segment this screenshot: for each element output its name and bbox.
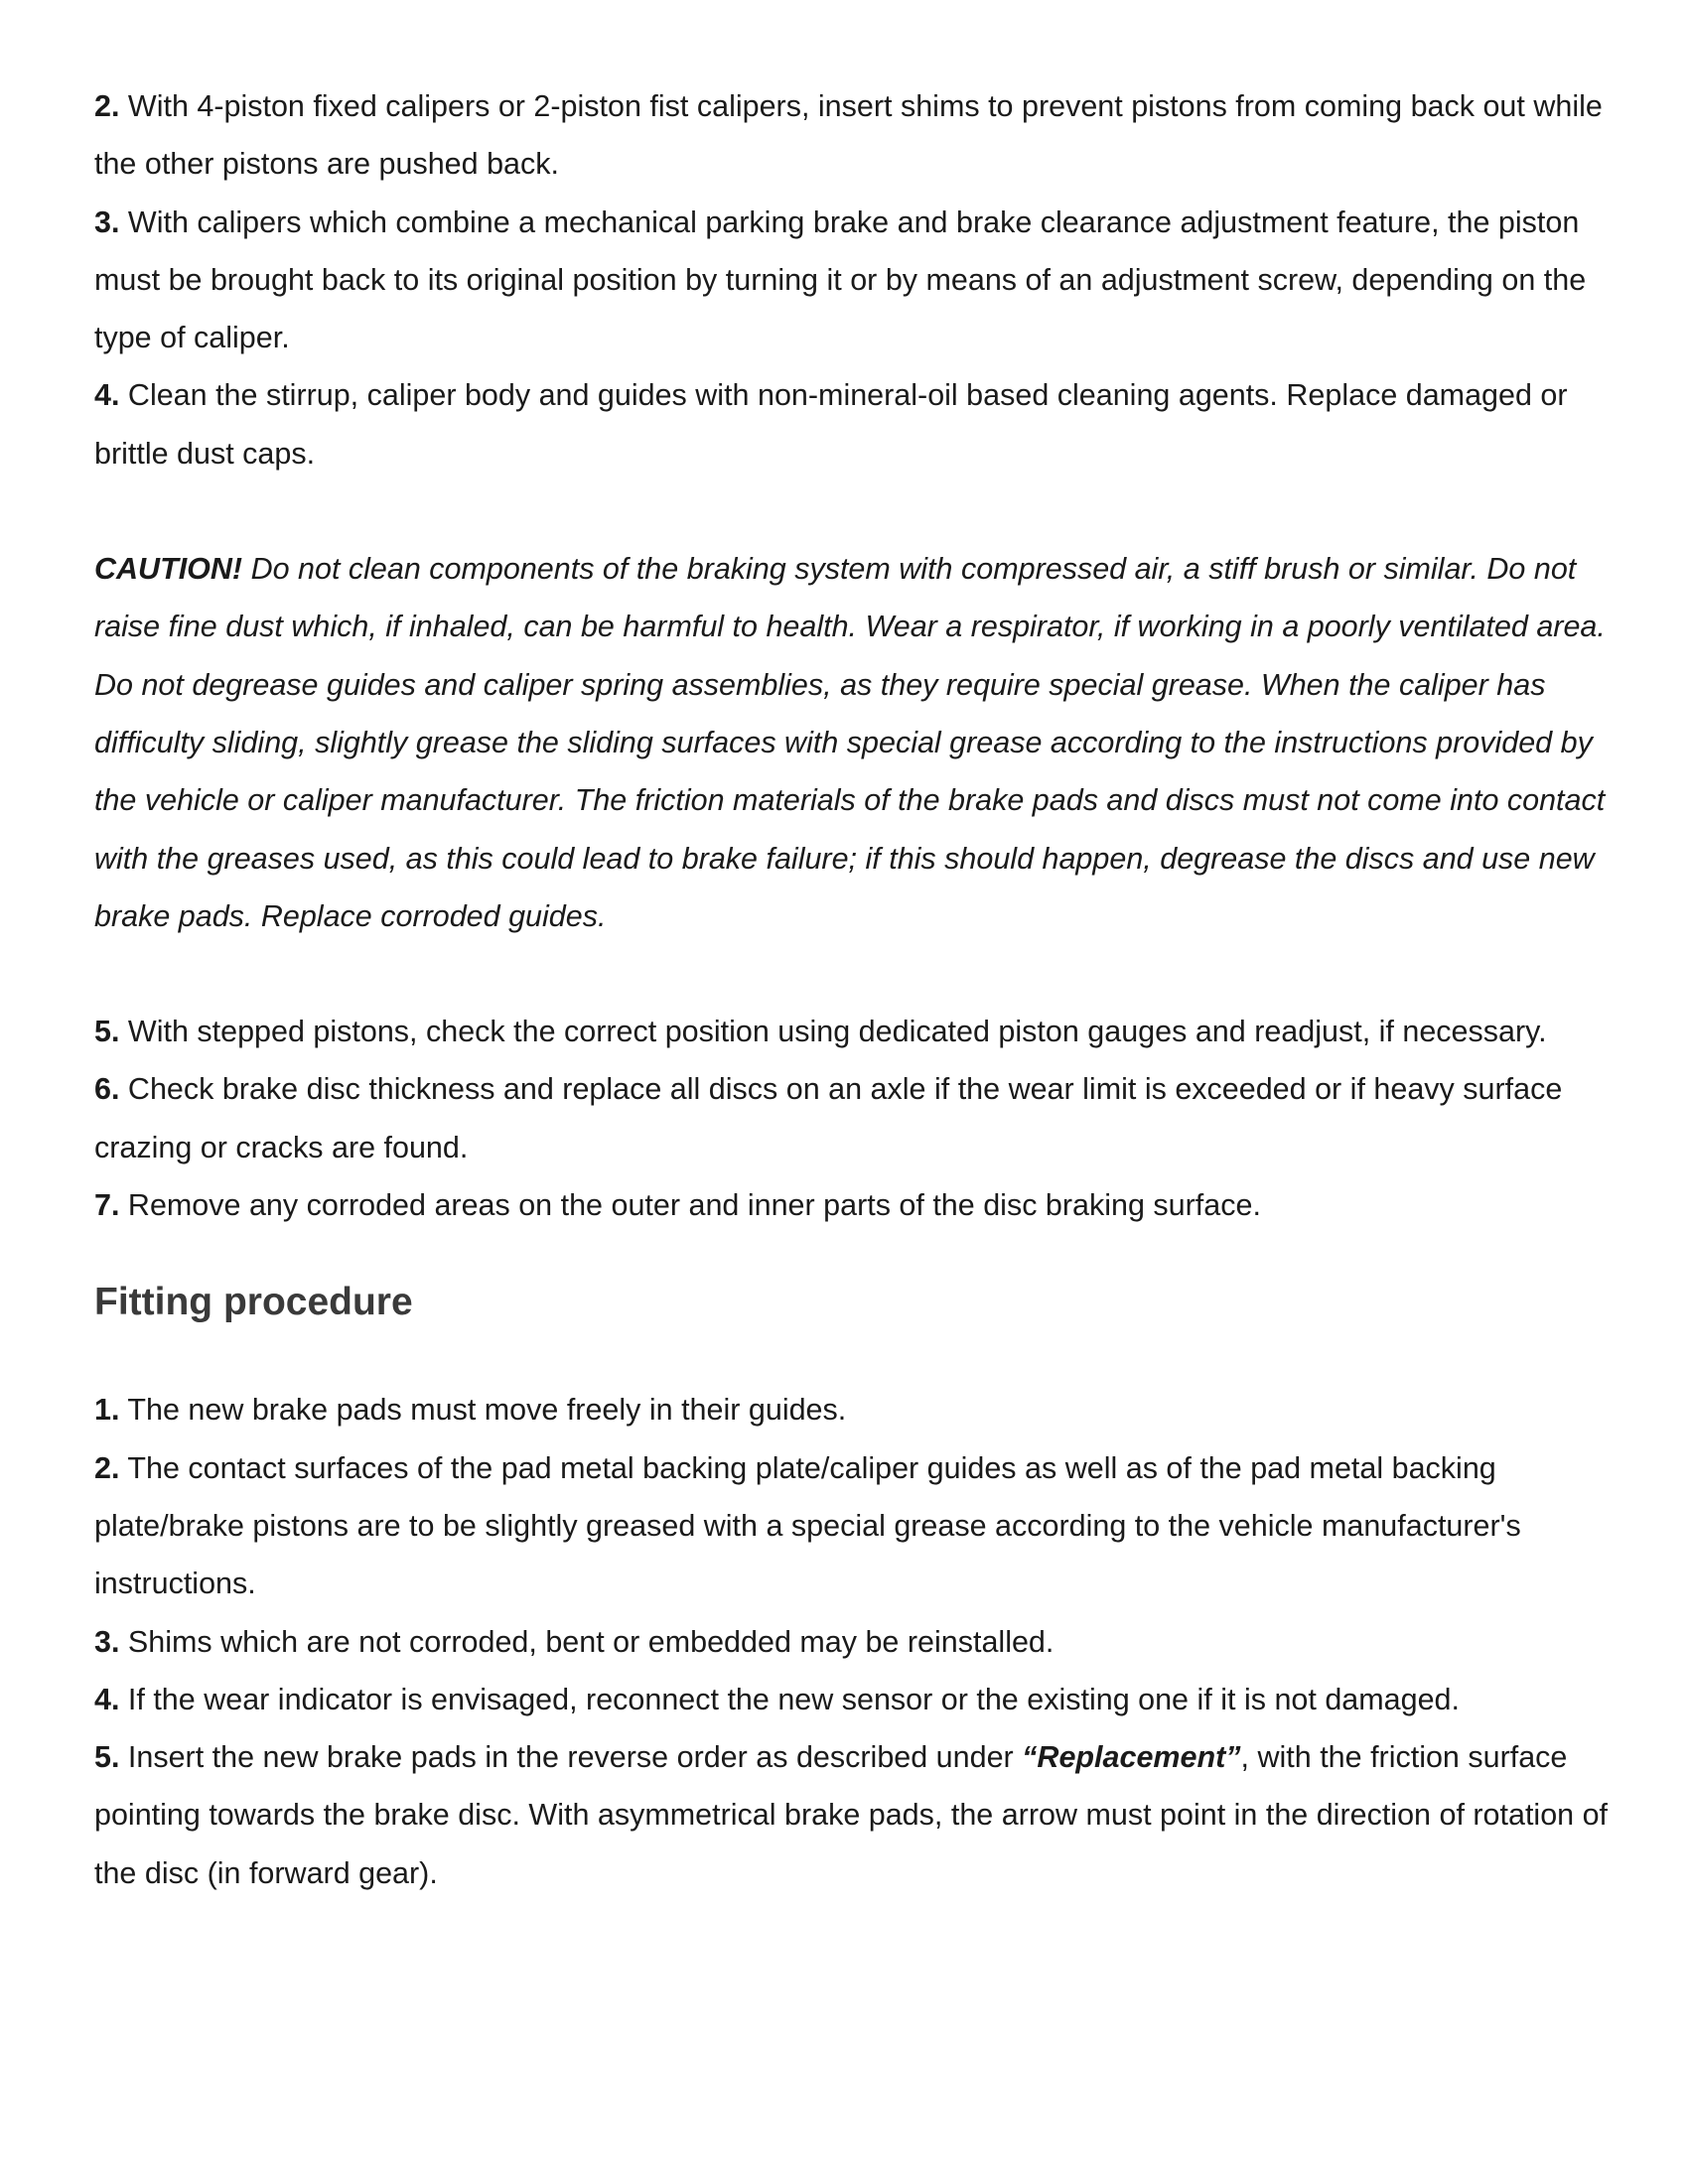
caution-label: CAUTION!: [94, 552, 243, 587]
fitting-step-3: [94, 1613, 1609, 1671]
fitting-step-2: [94, 1439, 1609, 1613]
step-text: With calipers which combine a mechanical parking brake and brake clearance adjustment feature, the piston must be brought back to its original position by turning it or by means of an adjustment screw, depending on the type of caliper.: [94, 205, 1587, 355]
step-text: Insert the new brake pads in the reverse order as described under: [119, 1740, 1023, 1775]
step-6: [94, 1060, 1609, 1176]
step-text: Clean the stirrup, caliper body and guides with non-mineral-oil based cleaning agents. Replace damaged or brittle dust caps.: [94, 378, 1568, 471]
step-number: 3.: [94, 205, 120, 239]
step-number: 3.: [94, 1624, 120, 1659]
fitting-step-4: [94, 1671, 1609, 1728]
step-number: 1.: [94, 1393, 120, 1428]
caution-text: Do not clean components of the braking system with compressed air, a stiff brush or similar. Do not raise fine dust which, if inhaled, can be harmful to health. Wear a respirator, if working in a poorly ventilated area. Do not degrease guides and caliper spring assemblies, as they require special grease. When the caliper has difficulty sliding, slightly grease the sliding surfaces with special grease according to the instructions provided by the vehicle or caliper manufacturer. The friction materials of the brake pads and discs must not come into contact with the greases used, as this could lead to brake failure; if this should happen, degrease the discs and use new brake pads. Replace corroded guides.: [94, 552, 1606, 933]
step-text: Shims which are not corroded, bent or embedded may be reinstalled.: [119, 1624, 1055, 1659]
step-text: Remove any corroded areas on the outer and inner parts of the disc braking surface.: [119, 1188, 1261, 1223]
fitting-step-5: [94, 1728, 1609, 1902]
step-text: Check brake disc thickness and replace all discs on an axle if the wear limit is exceeded or if heavy surface crazing or cracks are found.: [94, 1072, 1563, 1164]
removal-steps-more: [94, 1003, 1609, 1234]
fitting-procedure-heading: Fitting procedure: [94, 1281, 413, 1324]
step-2: [94, 77, 1609, 194]
step-7: [94, 1176, 1609, 1234]
step-number: 6.: [94, 1072, 120, 1107]
step-number: 2.: [94, 1450, 120, 1485]
step-5: [94, 1003, 1609, 1060]
step-3: [94, 194, 1609, 367]
caution-paragraph: [94, 540, 1609, 945]
step-text-continued: , with the friction surface pointing towards the brake disc. With asymmetrical brake pads, the arrow must point in the direction of rotation of the disc (in forward gear).: [94, 1740, 1609, 1890]
step-number: 5.: [94, 1740, 120, 1775]
step-text: If the wear indicator is envisaged, reconnect the new sensor or the existing one if it is not damaged.: [119, 1682, 1460, 1716]
step-text: With stepped pistons, check the correct position using dedicated piston gauges and readjust, if necessary.: [119, 1015, 1547, 1049]
page-content: [94, 77, 1609, 1902]
replacement-reference: “Replacement”: [1022, 1740, 1241, 1775]
step-text: The contact surfaces of the pad metal backing plate/caliper guides as well as of the pad metal backing plate/brake pistons are to be slightly greased with a special grease according to the vehicle manufacturer's instructions.: [94, 1450, 1521, 1601]
step-number: 4.: [94, 1682, 120, 1716]
step-number: 7.: [94, 1188, 120, 1223]
step-4: [94, 366, 1609, 482]
step-number: 4.: [94, 378, 120, 413]
fitting-step-1: [94, 1381, 1609, 1438]
step-text: With 4-piston fixed calipers or 2-piston fist calipers, insert shims to prevent pistons from coming back out while the other pistons are pushed back.: [94, 89, 1603, 182]
step-text: The new brake pads must move freely in their guides.: [119, 1393, 847, 1428]
step-number: 2.: [94, 89, 120, 123]
fitting-steps: [94, 1381, 1609, 1902]
step-number: 5.: [94, 1015, 120, 1049]
